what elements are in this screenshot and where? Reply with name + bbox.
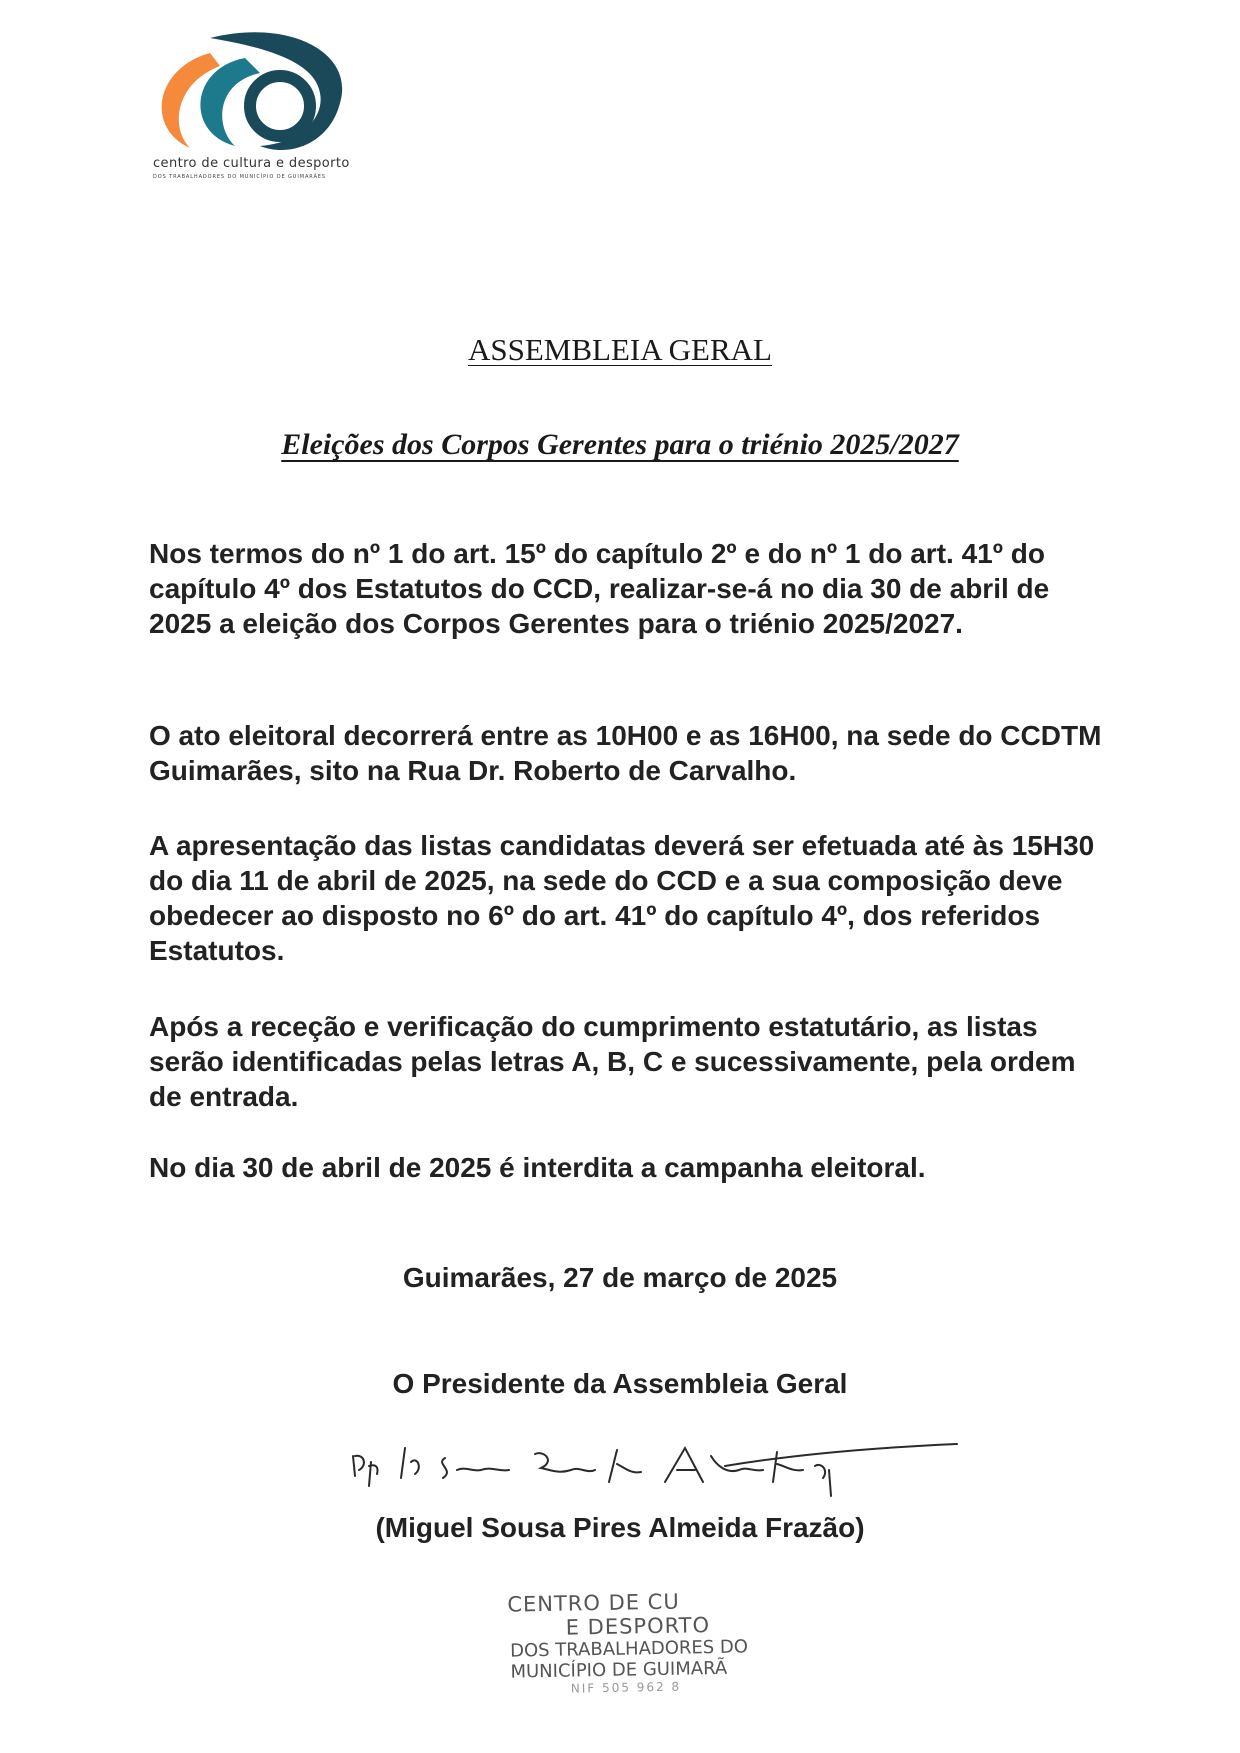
signatory-name: (Miguel Sousa Pires Almeida Frazão) — [375, 1512, 865, 1543]
document-title: ASSEMBLEIA GERAL — [468, 332, 772, 367]
logo-line-2: DOS TRABALHADORES DO MUNICÍPIO DE GUIMARÃES — [153, 174, 326, 180]
paragraph-campaign-ban: No dia 30 de abril de 2025 é interdita a campanha eleitoral. — [149, 1152, 926, 1183]
paragraph-list-identification: Após a receção e verificação do cumprimento estatutário, as listas serão identificadas pelas letras A, B, C e sucessivamente, pela ordem de entrada. — [149, 1011, 1076, 1112]
paragraph-election-date: Nos termos do nº 1 do art. 15º do capítulo 2º e do nº 1 do art. 41º do capítulo 4º dos Estatutos do CCD, realizar-se-á no dia 30 de abril de 2025 a eleição dos Corpos Gerentes para o triénio 2025/2027. — [149, 538, 1050, 639]
stamp-line-3: DOS TRABALHADORES DO — [509, 1636, 749, 1662]
logo-inner-ring — [250, 76, 310, 136]
stamp-line-4: MUNICÍPIO DE GUIMARÃ — [510, 1657, 728, 1683]
paragraph-voting-hours: O ato eleitoral decorrerá entre as 10H00 e as 16H00, na sede do CCDTM Guimarães, sito na Rua Dr. Roberto de Carvalho. — [149, 720, 1102, 786]
place-date: Guimarães, 27 de março de 2025 — [402, 1262, 838, 1293]
stamp-line-2: E DESPORTO — [565, 1613, 711, 1640]
logo-line-1: centro de cultura e desporto — [153, 156, 350, 171]
signatory-role: O Presidente da Assembleia Geral — [392, 1368, 848, 1399]
document-subtitle: Eleições dos Corpos Gerentes para o triénio 2025/2027 — [281, 428, 959, 461]
stamp-line-5: NIF 505 962 8 — [570, 1679, 682, 1696]
institution-stamp — [507, 1587, 809, 1696]
handwritten-signature — [345, 1426, 965, 1506]
stamp-line-1: CENTRO DE CU — [507, 1589, 680, 1617]
paragraph-list-submission: A apresentação das listas candidatas deverá ser efetuada até às 15H30 do dia 11 de abril de 2025, na sede do CCD e a sua composição deve obedecer ao disposto no 6º do art. 41º do capítulo 4º, dos referidos Estatutos. — [149, 830, 1095, 966]
